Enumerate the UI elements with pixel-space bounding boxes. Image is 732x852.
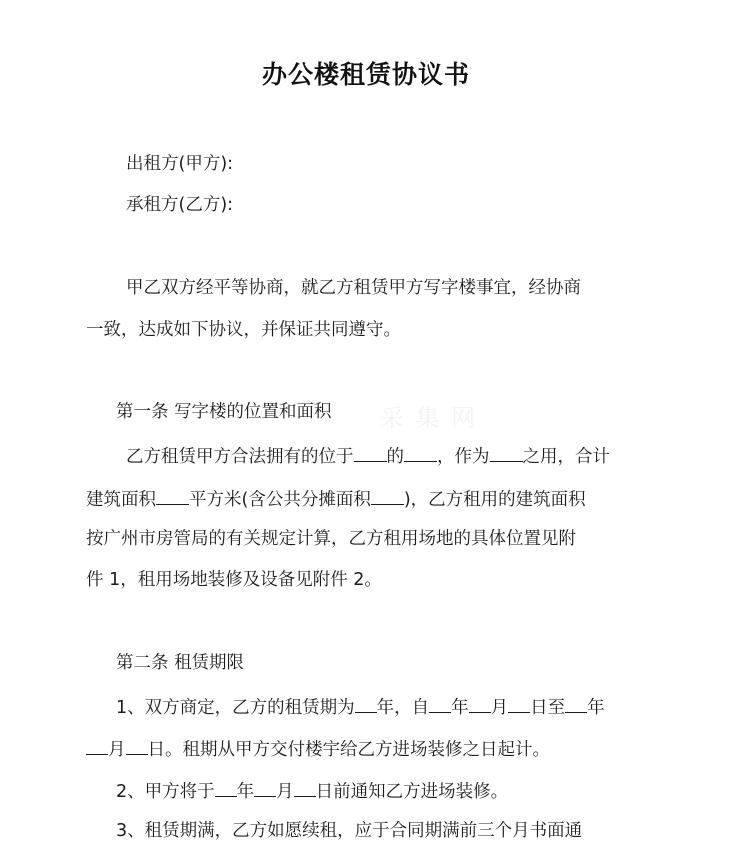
fill-blank-notice-year[interactable] [215, 778, 237, 797]
text-segment: 1、双方商定，乙方的租赁期为 [116, 698, 355, 718]
text-segment: 之用，合计 [522, 447, 610, 467]
text-segment: 日前通知乙方进场装修。 [315, 782, 509, 802]
fill-blank-start-day[interactable] [508, 694, 530, 713]
text-segment: 年 [451, 698, 469, 718]
text-segment: 年 [587, 698, 605, 718]
text-segment: 月 [276, 782, 294, 802]
fill-blank-building[interactable] [404, 443, 437, 462]
article-1-line-4: 件 1，租用场地装修及设备见附件 2。 [86, 570, 382, 590]
document-title: 办公楼租赁协议书 [261, 60, 470, 89]
fill-blank-start-year[interactable] [429, 694, 451, 713]
text-segment: ，作为 [437, 447, 490, 467]
text-segment: 2、甲方将于 [116, 782, 215, 802]
text-segment: 的 [386, 447, 404, 467]
text-segment: 月 [108, 740, 126, 760]
fill-blank-notice-month[interactable] [254, 778, 276, 797]
text-segment: 日至 [530, 698, 566, 718]
text-segment: 月 [490, 698, 509, 718]
article-2-heading: 第二条 租赁期限 [116, 653, 245, 673]
lessee-label: 承租方(乙方): [126, 195, 234, 215]
lessor-label: 出租方(甲方): [126, 154, 234, 174]
fill-blank-end-year[interactable] [565, 694, 587, 713]
article-1-line-3: 按广州市房管局的有关规定计算，乙方租用场地的具体位置见附 [86, 529, 576, 549]
preamble-line-1: 甲乙双方经平等协商，就乙方租赁甲方写字楼事宜，经协商 [126, 278, 581, 298]
text-segment: 日。租期从甲方交付楼宇给乙方进场装修之日起计。 [147, 740, 550, 760]
text-segment: 年 [236, 782, 255, 802]
watermark: 采 集 网 [380, 404, 478, 432]
text-segment: 建筑面积 [86, 490, 156, 510]
fill-blank-shared-area[interactable] [371, 486, 404, 505]
fill-blank-term-years[interactable] [355, 694, 377, 713]
text-segment: 平方米(含公共分摊面积 [189, 490, 371, 510]
fill-blank-location[interactable] [354, 443, 387, 462]
fill-blank-end-day[interactable] [126, 736, 148, 755]
fill-blank-purpose[interactable] [490, 443, 523, 462]
text-segment: 年，自 [376, 698, 430, 718]
article-1-line-1 [126, 443, 610, 468]
article-1-line-2 [86, 486, 586, 511]
fill-blank-notice-day[interactable] [294, 778, 316, 797]
text-segment: 乙方租赁甲方合法拥有的位于 [126, 447, 354, 467]
article-2-item-3: 3、租赁期满，乙方如愿续租，应于合同期满前三个月书面通 [116, 821, 583, 841]
fill-blank-end-month[interactable] [86, 736, 108, 755]
preamble-line-2: 一致，达成如下协议，并保证共同遵守。 [86, 320, 401, 340]
text-segment: )，乙方租用的建筑面积 [403, 490, 586, 510]
article-2-item-2 [116, 778, 508, 803]
article-2-item-1-line-1 [116, 694, 605, 719]
article-1-heading: 第一条 写字楼的位置和面积 [116, 402, 332, 422]
fill-blank-area[interactable] [156, 486, 189, 505]
fill-blank-start-month[interactable] [469, 694, 491, 713]
article-2-item-1-line-2 [86, 736, 550, 761]
